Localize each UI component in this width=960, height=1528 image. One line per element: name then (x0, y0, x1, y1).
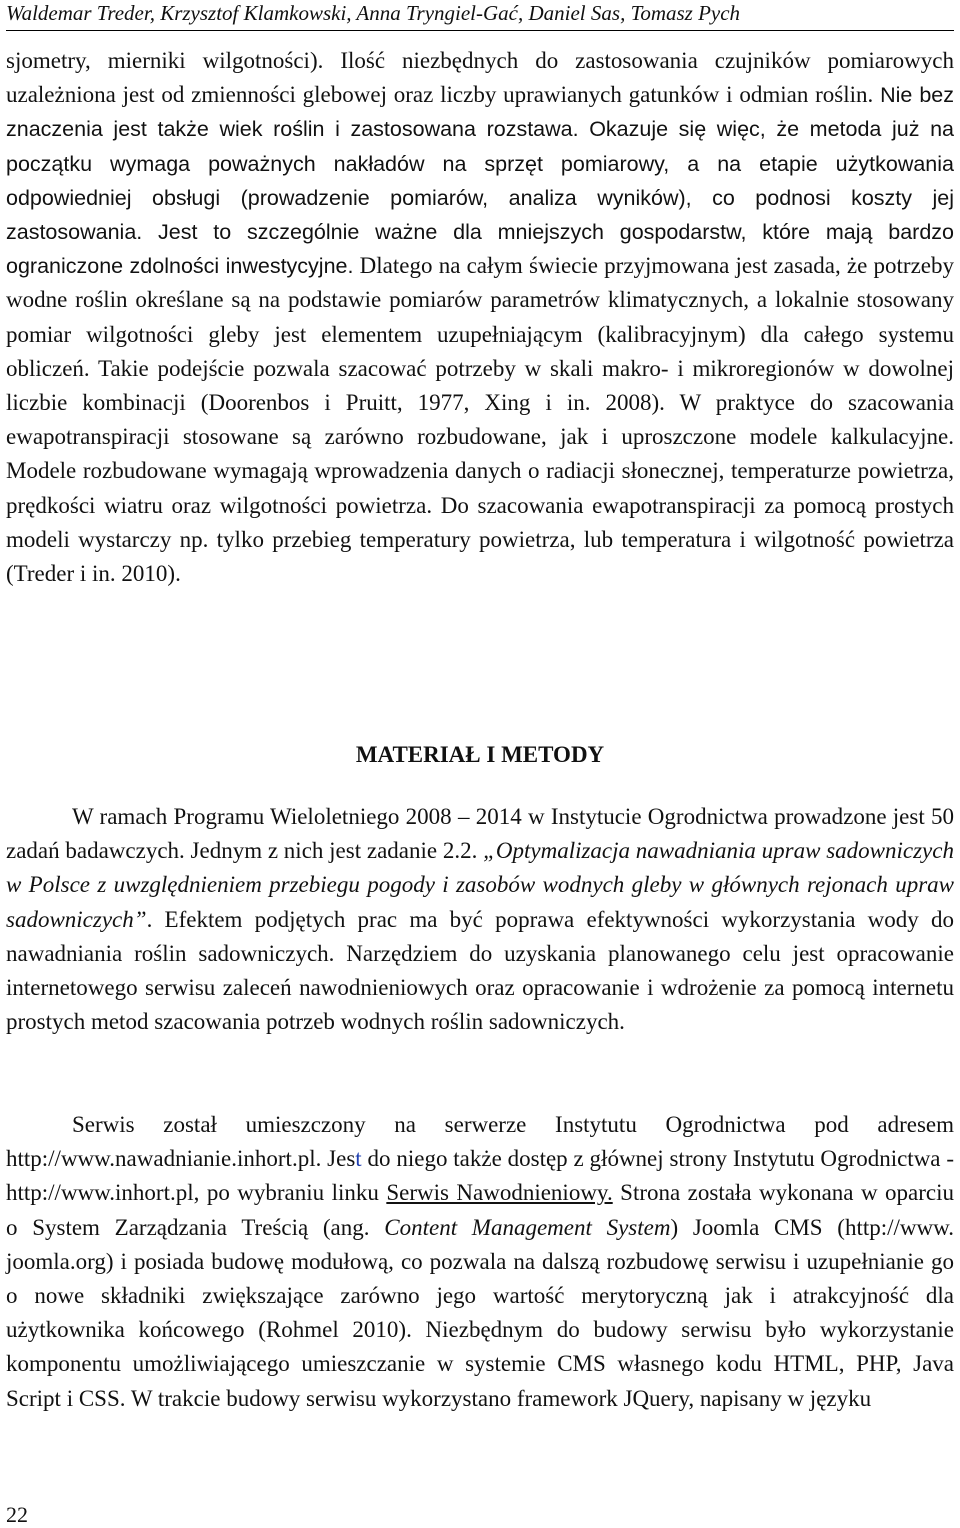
intro-text-a: sjometry, mierniki wilgotności). Ilość niezbędnych do zastosowania czujników pomiarowych uzależniona jest od zmienności glebowej oraz liczby uprawianych gatunków i odmian roślin. (6, 48, 954, 108)
running-head: Waldemar Treder, Krzysztof Klamkowski, Anna Tryngiel-Gać, Daniel Sas, Tomasz Pych (6, 0, 954, 31)
task-title: „Optymalizacja nawadniania upraw sadowniczych w Polsce z uwzględnieniem przebiegu pogody i zasobów wodnych gleby w głównych rejonach upraw sadowniczych” (6, 838, 954, 932)
service-paragraph (6, 1108, 954, 1416)
service-text-b: do niego także dostęp z głównej strony Instytutu Ogrodnictwa - http://www.inhort.pl, po wybraniu linku (6, 1146, 954, 1206)
service-text-d: ) Joomla CMS (http://www. joomla.org) i posiada budowę modułową, co pozwala na dalszą rozbudowę serwisu i uzupełnianie go o nowe składniki zwiększające zarówno jego wartość merytoryczną jak i atrakcyjność dla użytkownika końcowego (Rohmel 2010). Niezbędnym do budowy serwisu było wykorzystanie komponentu umożliwiającego umieszczanie w systemie CMS własnego kodu HTML, PHP, Java Script i CSS. W trakcie budowy serwisu wykorzystano framework JQuery, napisany w języku (6, 1214, 954, 1411)
service-text-c: Strona została wykonana w oparciu o System Zarządzania Treścią (ang. (6, 1180, 954, 1240)
intro-text-sans: Nie bez znaczenia jest także wiek roślin i zastosowana rozstawa. Okazuje się więc, że metoda już na początku wymaga poważnych nakładów na sprzęt pomiarowy, a na etapie użytkowania odpowiedniej obsługi (prowadzenie pomiarów, analiza wyników), co podnosi koszty jej zastosowania. Jest to szczególnie ważne dla mniejszych gospodarstw, które mają bardzo ograniczone zdolności inwestycyjne. (6, 83, 954, 279)
intro-paragraph (6, 44, 954, 591)
methods-text-a: W ramach Programu Wieloletniego 2008 – 2014 w Instytucie Ogrodnictwa prowadzone jest 50 zadań badawczych. Jednym z nich jest zadanie 2.2. (6, 804, 954, 864)
cms-term: Content Management System (384, 1214, 671, 1240)
section-heading: MATERIAŁ I METODY (355, 742, 605, 767)
methods-text-b: . Efektem podjętych prac ma być poprawa efektywności wykorzystania wody do nawadniania roślin sadowniczych. Narzędziem do uzyskania planowanego celu jest opracowanie internetowego serwisu zaleceń nawodnieniowych oraz opracowanie i wdrożenie za pomocą internetu prostych metod szacowania potrzeb wodnych roślin sadowniczych. (6, 906, 954, 1035)
service-text-blue: t (355, 1146, 362, 1172)
page-number: 22 (6, 1502, 28, 1527)
intro-text-b: Dlatego na całym świecie przyjmowana jest zasada, że potrzeby wodne roślin określane są na podstawie pomiarów parametrów klimatycznych, a lokalnie stosowany pomiar wilgotności gleby jest elementem uzupełniającym (kalibracyjnym) dla całego systemu obliczeń. Takie podejście pozwala szacować potrzeby w skali makro- i mikroregionów w dowolnej liczbie kombinacji (Doorenbos i Pruitt, 1977, Xing i in. 2008). W praktyce do szacowania ewapotranspiracji stosowane są zarówno rozbudowane, jak i uproszczone modele kalkulacyjne. Modele rozbudowane wymagają wprowadzenia danych o radiacji słonecznej, temperaturze powietrza, prędkości wiatru oraz wilgotności powietrza. Do szacowania ewapotranspiracji za pomocą prostych modeli wystarczy np. tylko przebieg temperatury powietrza, lub temperatura i wilgotność powietrza (Treder i in. 2010). (6, 253, 954, 587)
serwis-link[interactable]: Serwis Nawodnieniowy. (386, 1180, 613, 1206)
service-text-a: Serwis został umieszczony na serwerze Instytutu Ogrodnictwa pod adresem http://www.nawadnianie.inhort.pl. Jes (6, 1112, 954, 1172)
methods-paragraph (6, 800, 954, 1039)
